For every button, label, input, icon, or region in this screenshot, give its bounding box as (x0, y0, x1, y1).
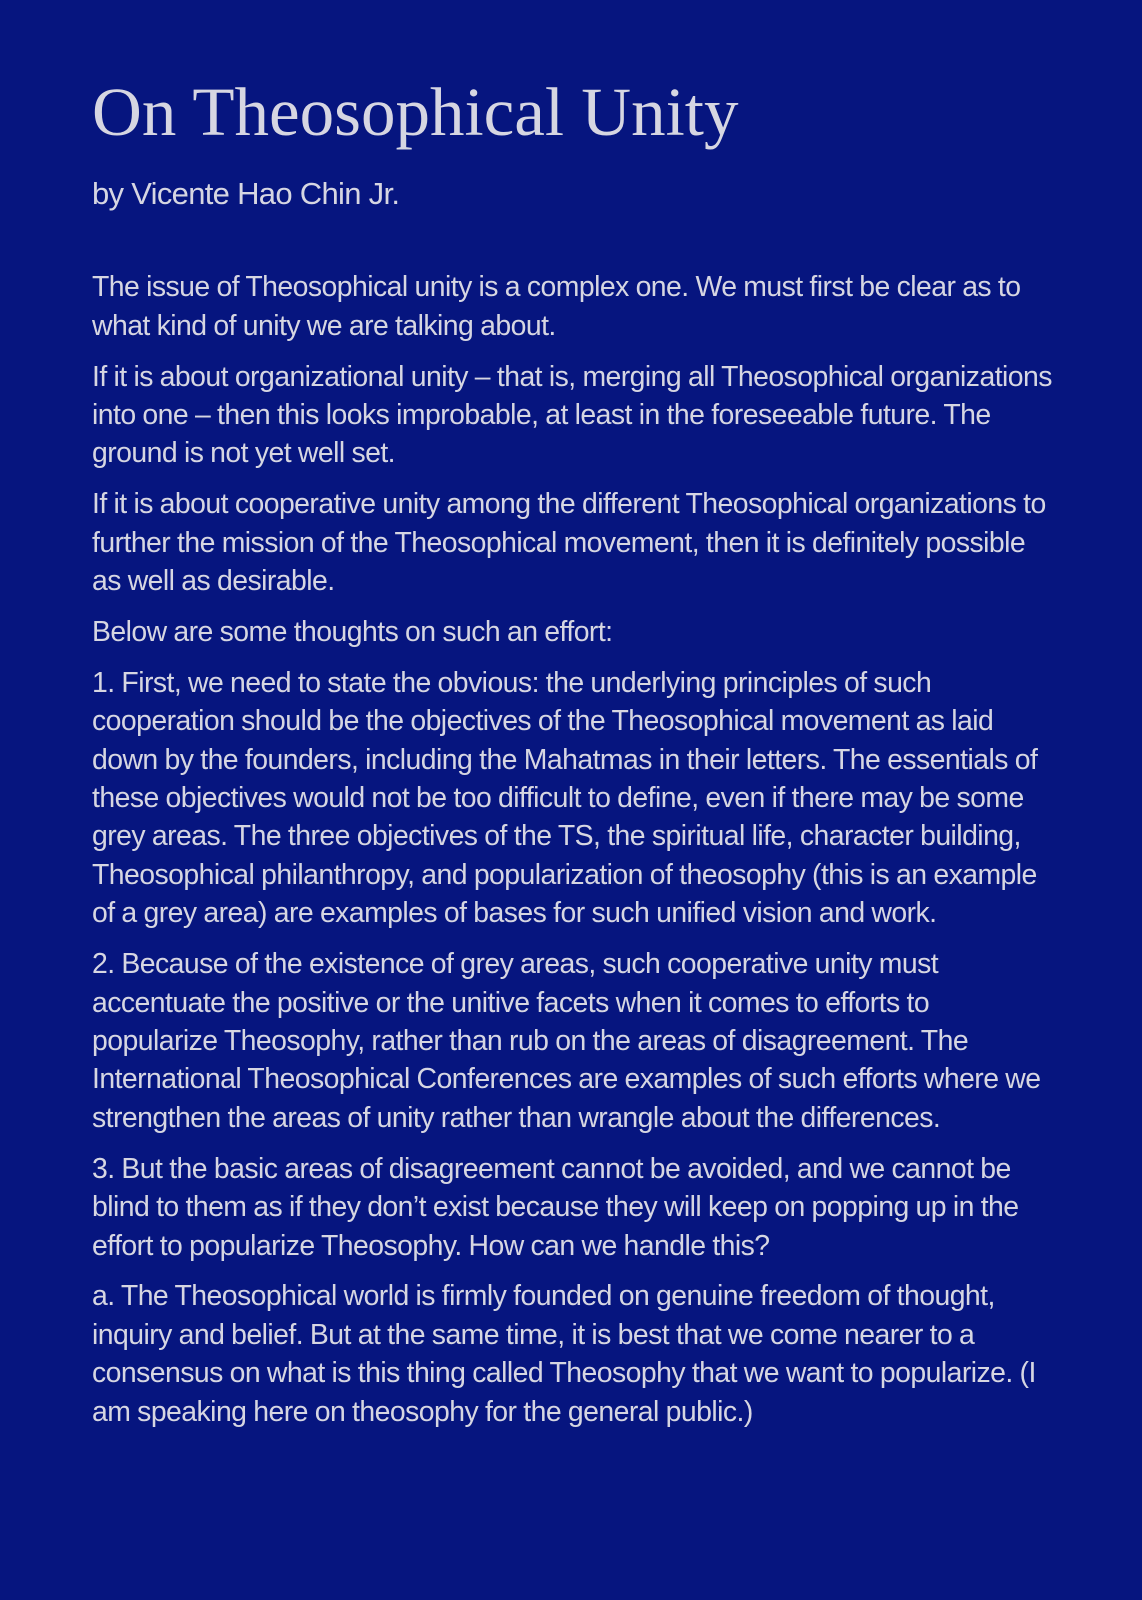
paragraph: a. The Theosophical world is firmly founded on genuine freedom of thought, inquiry and belief. But at the same time, it is best that we come nearer to a consensus on what is this thing called Theosophy that we want to popularize. (I am speaking here on theosophy for the general public.) (92, 1280, 1036, 1428)
paragraph: 3. But the basic areas of disagreement cannot be avoided, and we cannot be blind to them as if they don’t exist because they will keep on popping up in the effort to popularize Theosophy. How can we handle this? (92, 1152, 1019, 1262)
article-author: by Vicente Hao Chin Jr. (92, 176, 400, 211)
paragraph: 1. First, we need to state the obvious: the underlying principles of such cooperation should be the objectives of the Theosophical movement as laid down by the founders, including the Mahatmas in their letters. The essentials of these objectives would not be too difficult to define, even if there may be some grey areas. The three objectives of the TS, the spiritual life, character building, Theosophical philanthropy, and popularization of theosophy (this is an example of a grey area) are examples of bases for such unified vision and work. (92, 666, 1038, 930)
article-title: On Theosophical Unity (92, 74, 739, 150)
paragraph: Below are some thoughts on such an effort: (92, 615, 613, 648)
article-body (92, 268, 1052, 1431)
paragraph: 2. Because of the existence of grey areas, such cooperative unity must accentuate the positive or the unitive facets when it comes to efforts to popularize Theosophy, rather than rub on the areas of disagreement. The International Theosophical Conferences are examples of such efforts where we strengthen the areas of unity rather than wrangle about the differences. (92, 948, 1041, 1134)
paragraph: The issue of Theosophical unity is a complex one. We must first be clear as to what kind of unity we are talking about. (92, 271, 1021, 342)
paragraph: If it is about organizational unity – that is, merging all Theosophical organizations into one – then this looks improbable, at least in the foreseeable future. The ground is not yet well set. (92, 360, 1052, 470)
paragraph: If it is about cooperative unity among the different Theosophical organizations to further the mission of the Theosophical movement, then it is definitely possible as well as desirable. (92, 488, 1046, 598)
